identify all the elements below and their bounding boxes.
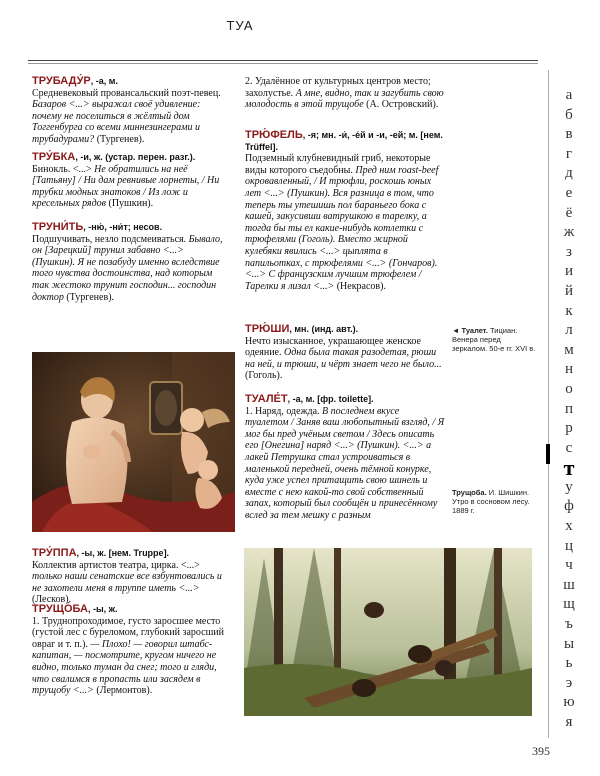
- grammar-note: , -и, ж. (устар. перен. разг.).: [75, 152, 196, 162]
- grammar-note: , мн. (инд. авт.).: [289, 324, 359, 334]
- alphabet-letter-18[interactable]: с: [565, 439, 573, 456]
- definition: Средневековый провансальский поэт-певец.: [32, 87, 221, 99]
- source: (Гоголь).: [245, 370, 283, 382]
- quote: только наши сенатские все взбунтовались и не захотели меня в труппе иметь <...>: [32, 571, 222, 594]
- headword: ТРУ́БКА: [32, 151, 76, 163]
- alphabet-letter-21[interactable]: ф: [564, 498, 574, 515]
- alphabet-rule: [548, 70, 549, 738]
- entry-trubadur: [32, 76, 228, 146]
- alphabet-letter-15[interactable]: о: [565, 380, 573, 397]
- definition: Коллектив артистов театра, цирка. <...>: [32, 559, 200, 571]
- alphabet-letter-2[interactable]: в: [565, 126, 573, 143]
- source: (Некрасов).: [334, 280, 386, 292]
- definition: Подшучивать, незло подсмеиваться.: [32, 233, 189, 245]
- grammar-note: , -ню́, -ни́т; несов.: [83, 222, 163, 232]
- entry-trunit: [32, 222, 228, 303]
- entry-trubka: [32, 152, 228, 210]
- alphabet-letter-32[interactable]: я: [565, 714, 573, 730]
- alphabet-letter-20[interactable]: у: [565, 478, 573, 495]
- active-letter-marker: [546, 444, 550, 464]
- entry-tryufel: [245, 130, 445, 292]
- source: (Лермонтов).: [93, 685, 153, 697]
- alphabet-letter-11[interactable]: к: [565, 302, 573, 319]
- header-rule: [28, 60, 538, 61]
- alphabet-letter-26[interactable]: щ: [563, 596, 575, 613]
- painting-venus-mirror-image: [32, 352, 235, 532]
- alphabet-letter-17[interactable]: р: [565, 420, 573, 437]
- alphabet-letter-27[interactable]: ъ: [565, 616, 573, 633]
- page-number: 395: [532, 744, 550, 758]
- alphabet-index: [554, 86, 584, 733]
- headword: ТРЮ́ФЕЛЬ: [245, 129, 303, 141]
- source: (Лесков).: [32, 594, 72, 606]
- alphabet-letter-28[interactable]: ы: [563, 635, 575, 652]
- grammar-note: , -а, м.: [90, 76, 118, 86]
- alphabet-letter-19[interactable]: т: [563, 455, 575, 481]
- headword: ТРУЩО́БА: [32, 603, 88, 615]
- header-rule-thin: [28, 63, 538, 64]
- headword: ТУАЛЕ́Т: [245, 393, 288, 405]
- alphabet-letter-1[interactable]: б: [565, 106, 573, 123]
- headword: ТРЮ́ШИ: [245, 323, 290, 335]
- entry-tualet: [245, 394, 445, 522]
- alphabet-letter-25[interactable]: ш: [563, 576, 575, 593]
- source: (А. Островский).: [363, 99, 439, 111]
- alphabet-letter-23[interactable]: ц: [564, 537, 574, 554]
- painting-morning-pine-forest-image: [244, 548, 532, 716]
- alphabet-letter-3[interactable]: г: [565, 145, 573, 162]
- alphabet-letter-29[interactable]: ь: [565, 655, 573, 672]
- grammar-note: , -а, м. [фр. toilette].: [287, 394, 374, 404]
- source: (Тургенев).: [94, 133, 145, 145]
- quote: Пред ним roast-beef окровавленный, / И трюфли, роскошь юных лет <...> (Пушкин). Вся разница в том, что теперь ты утешишь пол бараньего бока с кашей, закусивши ватрушкою в тарелку, а тогда бы ты ел какие-нибудь котлетки с трюфелями (Гоголь). Вместо жирной кулебяки явились <...> цыплята в папильотках, с трюфелями <...> (Гончаров). <...> С французским лучшим трюфелем / Тарелки я лизал <...>: [245, 164, 439, 292]
- left-triangle-icon: ◄: [452, 326, 460, 335]
- alphabet-letter-6[interactable]: ё: [565, 204, 573, 221]
- alphabet-letter-31[interactable]: ю: [563, 694, 575, 711]
- painting-venus-mirror: [32, 352, 235, 532]
- caption-tualet: [452, 326, 536, 353]
- grammar-note: , -ы, ж. [нем. Truppe].: [76, 548, 170, 558]
- headword: ТРУНИ́ТЬ: [32, 221, 84, 233]
- alphabet-letter-24[interactable]: ч: [565, 557, 573, 574]
- definition: 2. Удалённое от культурных центров место; захолустье.: [245, 76, 431, 99]
- caption-text: И. Шишкин. Утро в сосновом лесу. 1889 г.: [452, 488, 530, 515]
- caption-title: Туалет.: [461, 326, 488, 335]
- painting-morning-pine-forest: [244, 548, 532, 716]
- caption-trushoba: [452, 488, 536, 515]
- alphabet-letter-7[interactable]: ж: [563, 224, 575, 241]
- definition: Нечто изысканное, украшающее женское одеяние.: [245, 335, 421, 359]
- quote: В последнем вкусе туалетом / Заняв ваш любопытный взгляд, / Я мог бы пред учёным светом / Здесь описать его [Онегина] наряд <...> (Пушкин). <...> а лакей Петрушка стал устроиваться в маленькой передней, очень тёмной конурке, куда уже успел притащить свою шинель и вместе с нею какой-то свой собственный запах, который был сообщён и принесённому вслед за тем мешку с разным: [245, 405, 445, 521]
- definition: Подземный клубневидный гриб, некоторые виды которого съедобны.: [245, 153, 431, 176]
- alphabet-letter-8[interactable]: з: [566, 243, 572, 260]
- alphabet-letter-30[interactable]: э: [565, 674, 573, 691]
- headword: ТРУБАДУ́Р: [32, 75, 91, 87]
- entry-trushoba-sense2: [245, 76, 445, 111]
- alphabet-letter-16[interactable]: п: [564, 400, 574, 417]
- quote: Бывало, он [Зарецкий] трунил забавно <...> (Пушкин). Я не позабуду именно вследствие того чувства достоинства, над которым так жестоко трунит господин... господин доктор: [32, 233, 223, 303]
- running-title: ТУА: [226, 18, 254, 33]
- quote: Не обратились на неё [Татьяну] / Ни дам ревнивые лорнеты, / Ни трубки модных знатоков / Из лож и кресельных рядов: [32, 163, 220, 210]
- definition: Бинокль. <...>: [32, 163, 95, 175]
- entry-tryushi: [245, 324, 445, 382]
- definition: 1. Наряд, одежда.: [245, 405, 323, 417]
- alphabet-letter-14[interactable]: н: [564, 361, 574, 378]
- alphabet-letter-10[interactable]: й: [564, 282, 574, 299]
- headword: ТРУ́ППА: [32, 547, 77, 559]
- entry-truppa: [32, 548, 228, 606]
- alphabet-letter-0[interactable]: а: [565, 87, 573, 103]
- alphabet-letter-13[interactable]: м: [564, 341, 574, 358]
- entry-trushoba: [32, 604, 228, 697]
- caption-text: Тициан. Венера перед зеркалом. 50-е гг. XVI в.: [452, 326, 536, 353]
- source: (Тургенев).: [63, 291, 115, 303]
- alphabet-letter-12[interactable]: л: [565, 322, 573, 339]
- quote: Одна была такая разодетая, рюши на ней, и трюши, и чёрт знает чего не было...: [245, 347, 442, 370]
- grammar-note: , -я; мн. -и́, -е́й и -и, -ей; м. [нем. Trüffel].: [245, 130, 443, 152]
- quote: А мне, видно, так и загубить свою молодость в этой трущобе: [245, 87, 444, 111]
- alphabet-letter-5[interactable]: е: [565, 184, 573, 201]
- quote: — Плохо! — говорил штабс-капитан, — посмотрите, кругом ничего не видно, только туман да снег; того и гляди, что свалимся в пропасть или засядем в трущобу <...>: [32, 638, 217, 697]
- alphabet-letter-9[interactable]: и: [564, 263, 574, 280]
- caption-title: Трущоба.: [452, 488, 487, 497]
- quote: Базаров <...> выражал своё удивление: почему не поселиться в жёлтый дом Тоггенбурга со всеми миннезингерами и трубадурами?: [32, 99, 201, 145]
- source: (Пушкин).: [105, 198, 154, 210]
- definition: 1. Труднопроходимое, густо заросшее место (густой лес с буреломом, глубокий заросший овраг и т. п.).: [32, 615, 225, 650]
- alphabet-letter-22[interactable]: х: [565, 518, 573, 535]
- grammar-note: , -ы, ж.: [87, 604, 118, 614]
- alphabet-letter-4[interactable]: д: [565, 165, 573, 182]
